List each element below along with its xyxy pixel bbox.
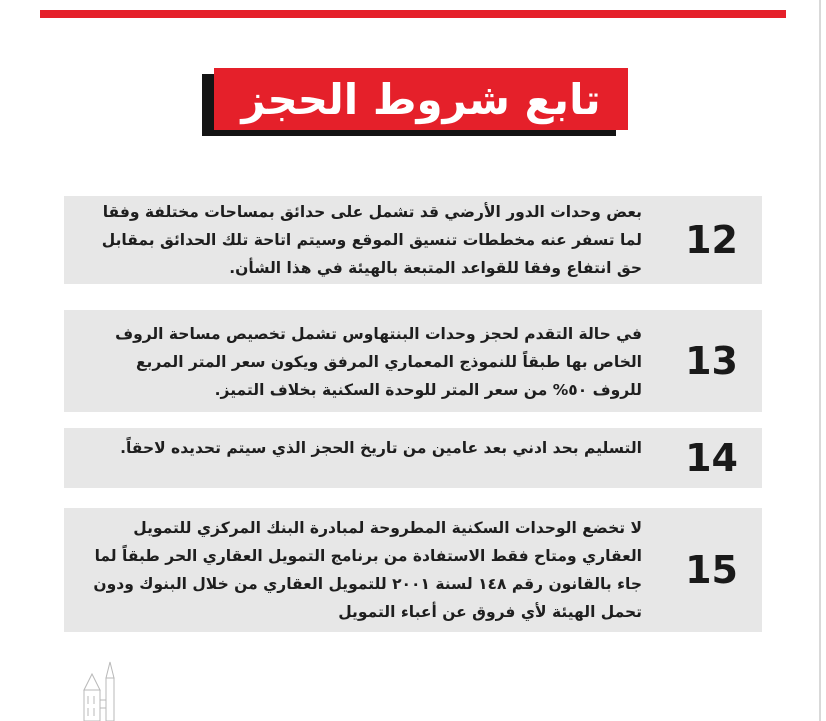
term-item-15 bbox=[64, 508, 762, 632]
title-banner bbox=[202, 68, 630, 136]
page-edge-divider bbox=[819, 0, 821, 721]
top-accent-bar bbox=[40, 10, 786, 18]
term-number: 15 bbox=[685, 548, 738, 592]
term-item-14 bbox=[64, 428, 762, 488]
term-text: بعض وحدات الدور الأرضي قد تشمل على حدائق بمساحات مختلفة وفقا لما تسفر عنه مخططات تنسيق الموقع وسيتم اتاحة تلك الحدائق بمقابل حق انتفاع وفقا للقواعد المتبعة بالهيئة في هذا الشأن. bbox=[101, 203, 642, 277]
term-number: 13 bbox=[685, 339, 738, 383]
term-text: في حالة التقدم لحجز وحدات البنتهاوس تشمل تخصيص مساحة الروف الخاص بها طبقاً للنموذج المعماري المرفق ويكون سعر المتر المربع للروف ٥٠% من سعر المتر للوحدة السكنية بخلاف التميز. bbox=[115, 325, 642, 399]
term-number: 14 bbox=[685, 436, 738, 480]
term-item-13 bbox=[64, 310, 762, 412]
term-number: 12 bbox=[685, 218, 738, 262]
term-text: لا تخضع الوحدات السكنية المطروحة لمبادرة البنك المركزي للتمويل العقاري ومتاح فقط الاستفادة من برنامج التمويل العقاري الحر طبقاً لما جاء بالقانون رقم ١٤٨ لسنة ٢٠٠١ للتمويل العقاري من خلال البنوك ودون تحمل الهيئة لأي فروق عن أعباء التمويل bbox=[93, 519, 642, 621]
term-item-12 bbox=[64, 196, 762, 284]
term-text: التسليم بحد ادني بعد عامين من تاريخ الحجز الذي سيتم تحديده لاحقاً. bbox=[120, 439, 642, 457]
page-title: تابع شروط الحجز bbox=[214, 68, 628, 130]
building-logo-icon bbox=[70, 660, 130, 721]
